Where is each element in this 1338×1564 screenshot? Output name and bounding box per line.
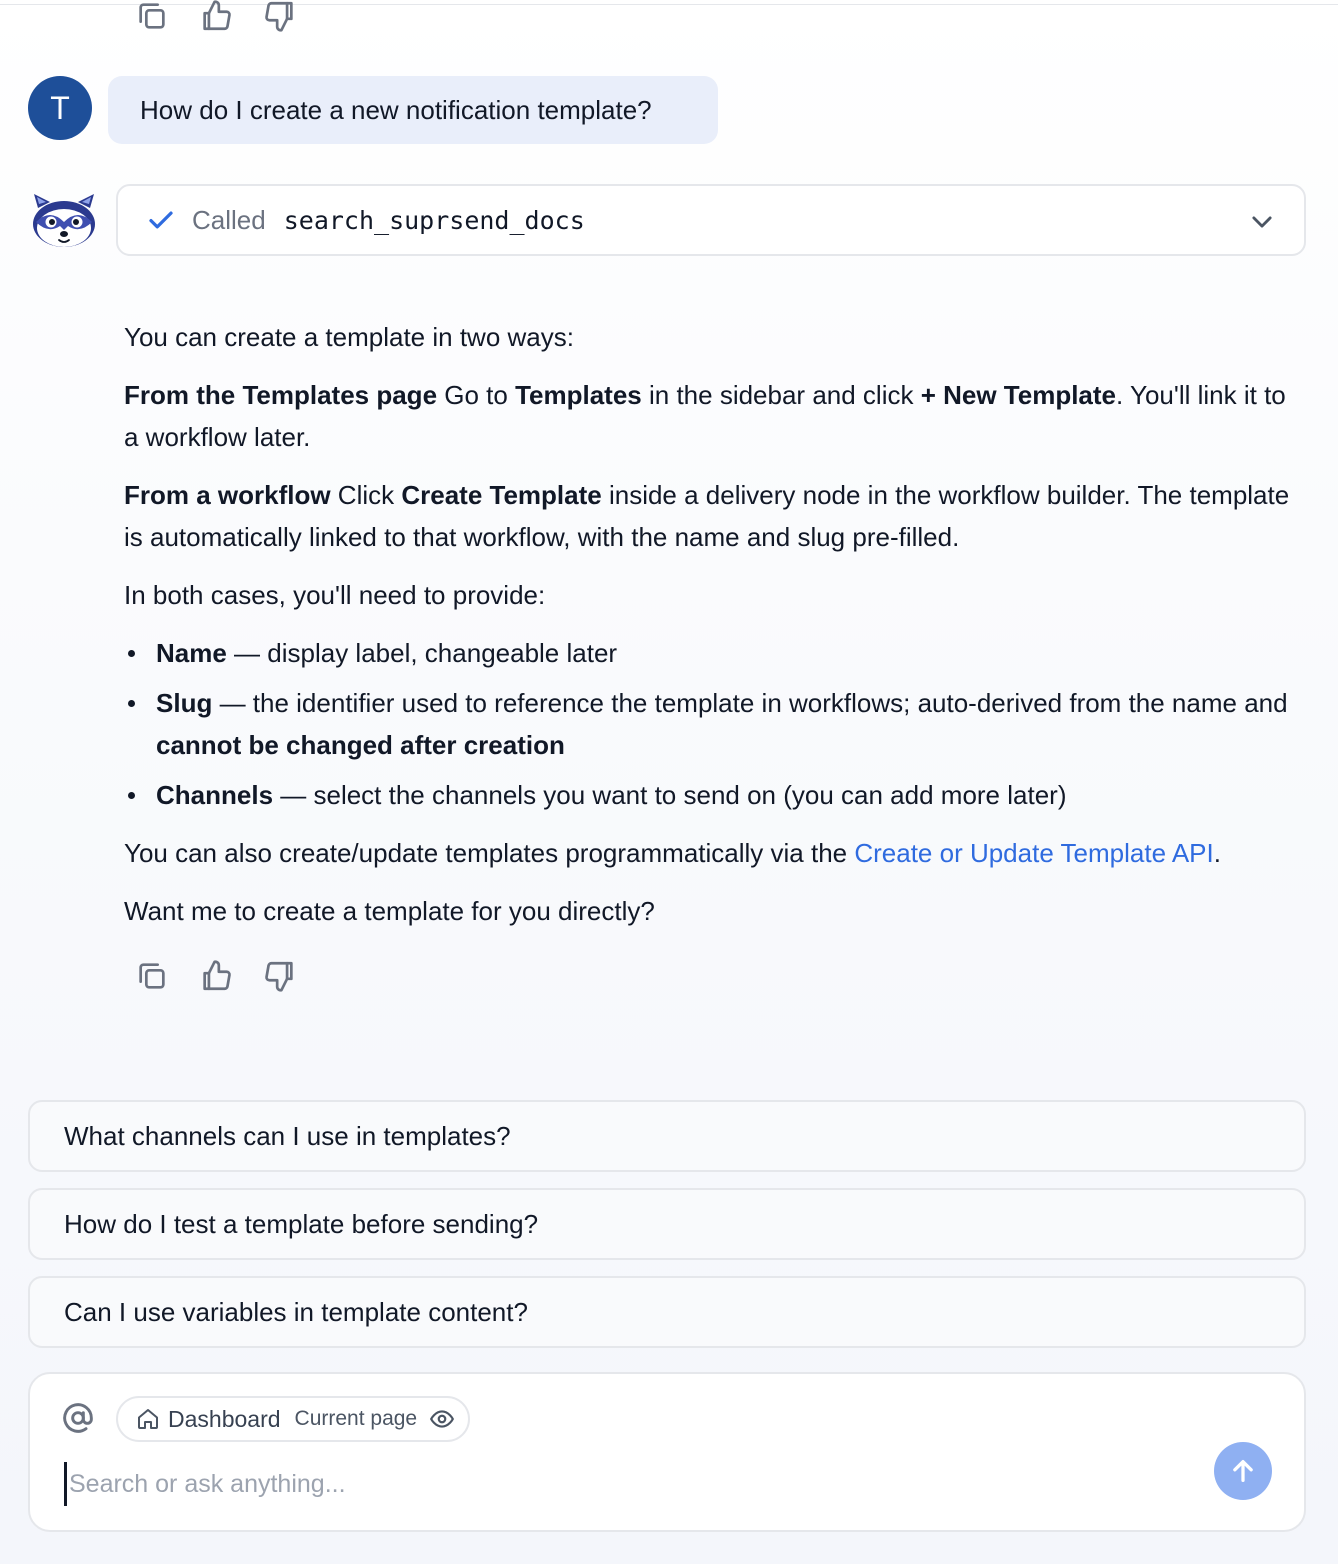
- send-button[interactable]: [1214, 1442, 1272, 1500]
- answer-bold: Create Template: [401, 480, 602, 510]
- chevron-down-icon[interactable]: [1248, 208, 1276, 236]
- message-actions: [134, 958, 298, 994]
- home-icon: [136, 1407, 160, 1431]
- page-context-chip[interactable]: [116, 1396, 470, 1442]
- prev-message-actions: [134, 0, 298, 34]
- list-item-term: Channels: [156, 780, 274, 810]
- answer-text: Go to: [437, 380, 516, 410]
- list-item: [124, 682, 1304, 766]
- api-docs-link[interactable]: Create or Update Template API: [854, 838, 1214, 868]
- list-item: [124, 774, 1304, 816]
- user-avatar: T: [28, 76, 92, 140]
- answer-text: . You'll link it to a workflow later.: [124, 380, 1286, 452]
- answer-option-workflow: [124, 474, 1304, 558]
- check-icon: [146, 205, 176, 235]
- thumbs-down-icon: [263, 0, 297, 33]
- chat-input[interactable]: [64, 1462, 1164, 1506]
- answer-text: .: [1213, 838, 1221, 868]
- answer-text: inside a delivery node in the workflow builder. The template is automatically linked to that workflow, with the name and slug pre-filled.: [124, 480, 1290, 552]
- answer-bold: + New Template: [920, 380, 1117, 410]
- context-chip-label: Dashboard: [168, 1405, 281, 1432]
- tool-call-card[interactable]: [116, 184, 1306, 256]
- answer-api-note: [124, 832, 1304, 874]
- answer-text: Click: [330, 480, 402, 510]
- suggestion-button[interactable]: Can I use variables in template content?: [28, 1276, 1306, 1348]
- suggestion-button[interactable]: How do I test a template before sending?: [28, 1188, 1306, 1260]
- copy-icon: [135, 959, 169, 993]
- answer-text: You can also create/update templates programmatically via the: [124, 838, 855, 868]
- list-item: [124, 632, 1304, 674]
- chat-composer: [28, 1372, 1306, 1532]
- answer-bold: From a workflow: [124, 480, 331, 510]
- copy-button[interactable]: [134, 0, 170, 34]
- answer-intro: You can create a template in two ways:: [124, 322, 574, 352]
- answer-requirements-list: [124, 632, 1304, 816]
- raccoon-avatar-icon: [30, 192, 98, 250]
- answer-text: in the sidebar and click: [641, 380, 921, 410]
- list-item-text: — display label, changeable later: [226, 638, 618, 668]
- user-message-bubble: [108, 76, 718, 144]
- arrow-up-icon: [1229, 1457, 1257, 1485]
- list-item-emphasis: cannot be changed after creation: [156, 730, 565, 760]
- thumbs-down-button[interactable]: [262, 958, 298, 994]
- eye-icon[interactable]: [429, 1406, 455, 1432]
- list-item-term: Slug: [156, 688, 213, 718]
- answer-question: Want me to create a template for you directly?: [124, 896, 655, 926]
- answer-option-templates-page: [124, 374, 1304, 458]
- answer-both-cases: In both cases, you'll need to provide:: [124, 580, 546, 610]
- thumbs-up-button[interactable]: [198, 958, 234, 994]
- assistant-answer: [124, 316, 1304, 948]
- thumbs-down-button[interactable]: [262, 0, 298, 34]
- tool-function-name: search_suprsend_docs: [283, 205, 585, 235]
- thumbs-up-button[interactable]: [198, 0, 234, 34]
- context-chip-sub: Current page: [294, 1407, 418, 1430]
- user-message-text: How do I create a new notification template?: [140, 94, 652, 125]
- copy-icon: [135, 0, 169, 33]
- list-item-text: — select the channels you want to send on (you can add more later): [273, 780, 1067, 810]
- answer-bold: Templates: [515, 380, 642, 410]
- suggestion-button[interactable]: What channels can I use in templates?: [28, 1100, 1306, 1172]
- thumbs-down-icon: [263, 959, 297, 993]
- thumbs-up-icon: [199, 959, 233, 993]
- copy-button[interactable]: [134, 958, 170, 994]
- answer-bold: From the Templates page: [124, 380, 438, 410]
- thumbs-up-icon: [199, 0, 233, 33]
- list-item-term: Name: [156, 638, 227, 668]
- tool-call-status: Called: [192, 204, 266, 235]
- list-item-text: — the identifier used to reference the template in workflows; auto-derived from the name and: [212, 688, 1288, 718]
- at-icon[interactable]: [62, 1402, 94, 1434]
